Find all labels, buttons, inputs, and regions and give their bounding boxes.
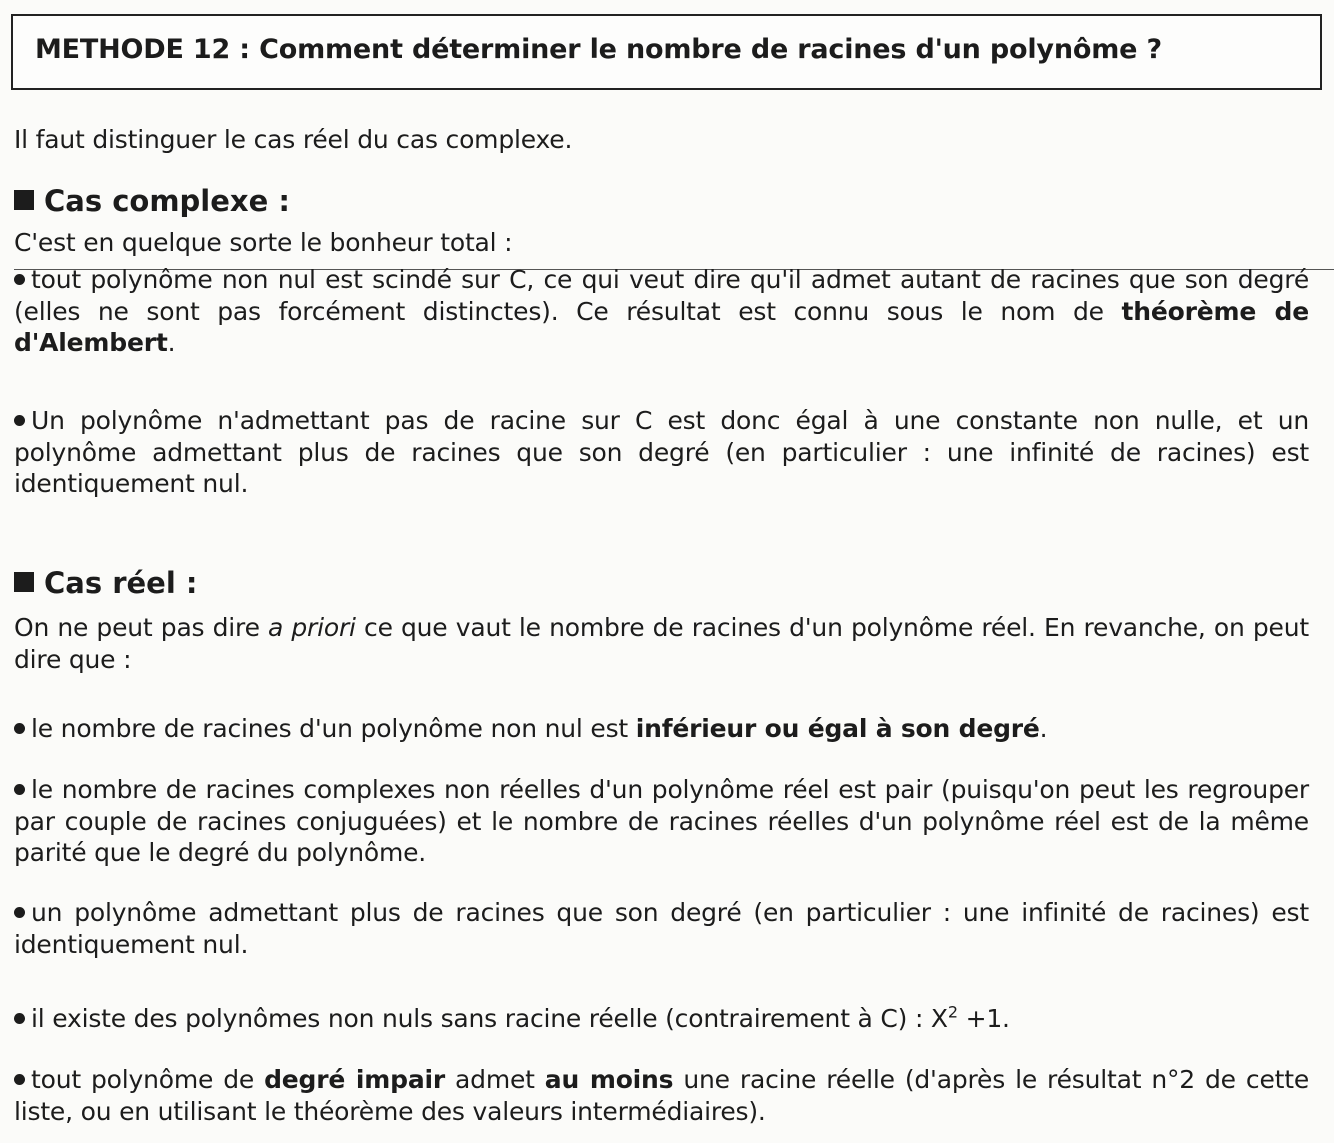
real-heading-label: Cas réel : [44,566,198,600]
bullet-icon [14,784,25,795]
real-item-5-mid: admet [445,1065,545,1094]
odd-degree: degré impair [264,1065,445,1094]
complex-item-1 [14,264,1309,359]
complex-item-1-text: tout polynôme non nul est scindé sur C, ce qui veut dire qu'il admet autant de racines que son degré (elles ne sont pas forcément distinctes). Ce résultat est connu sous le nom de [14,265,1309,326]
intro-text: Il faut distinguer le cas réel du cas complexe. [14,125,573,154]
exponent: 2 [947,1002,958,1022]
real-item-5-post: une racine réelle (d'après le résultat n°2 de cette liste, ou en utilisant le théorème des valeurs intermédiaires). [14,1065,1310,1126]
bullet-icon [14,415,25,426]
method-title-box [11,14,1322,90]
real-item-1-bold: inférieur ou égal à son degré [635,714,1040,743]
complex-item-1-end: . [167,328,176,357]
complex-lead: C'est en quelque sorte le bonheur total : [14,228,513,257]
real-item-4-text: il existe des polynômes non nuls sans racine réelle (contrairement à C) : X [31,1004,948,1033]
complex-item-2-text: Un polynôme n'admettant pas de racine sur C est donc égal à une constante non nulle, et un polynôme admettant plus de racines que son degré (en particulier : une infinité de racines) est identiquement nul. [14,406,1309,498]
real-item-1-end: . [1039,714,1048,743]
real-heading [14,566,197,600]
bullet-icon [14,1074,25,1085]
bullet-icon [14,723,25,734]
at-least: au moins [544,1065,674,1094]
bullet-icon [14,907,25,918]
real-item-5 [14,1064,1309,1127]
complex-heading-label: Cas complexe : [44,184,290,218]
real-item-4 [14,1003,1309,1035]
real-lead-post: ce que vaut le nombre de racines d'un polynôme réel. En revanche, on peut dire que : [14,613,1309,674]
real-item-3-text: un polynôme admettant plus de racines que son degré (en particulier : une infinité de racines) est identiquement nul. [14,898,1309,959]
bullet-icon [14,274,25,285]
real-item-1-text: le nombre de racines d'un polynôme non nul est [31,714,636,743]
method-title: METHODE 12 : Comment déterminer le nombre de racines d'un polynôme ? [35,34,1162,65]
real-lead-pre: On ne peut pas dire [14,613,268,642]
real-item-1 [14,713,1309,745]
real-item-2-text: le nombre de racines complexes non réelles d'un polynôme réel est pair (puisqu'on peut les regrouper par couple de racines conjuguées) et le nombre de racines réelles d'un polynôme réel est de la même parité que le degré du polynôme. [14,775,1309,867]
square-bullet-icon [14,190,34,210]
real-lead-italic: a priori [268,613,356,642]
real-item-4-end: +1. [957,1004,1010,1033]
real-lead [14,612,1309,675]
complex-heading [14,184,290,218]
complex-item-2 [14,405,1309,500]
dalembert-theorem: théorème de d'Alembert [14,296,1309,357]
bullet-icon [14,1013,25,1024]
real-item-5-pre: tout polynôme de [31,1065,265,1094]
square-bullet-icon [14,572,34,592]
real-item-2 [14,774,1309,869]
real-item-3 [14,897,1309,960]
